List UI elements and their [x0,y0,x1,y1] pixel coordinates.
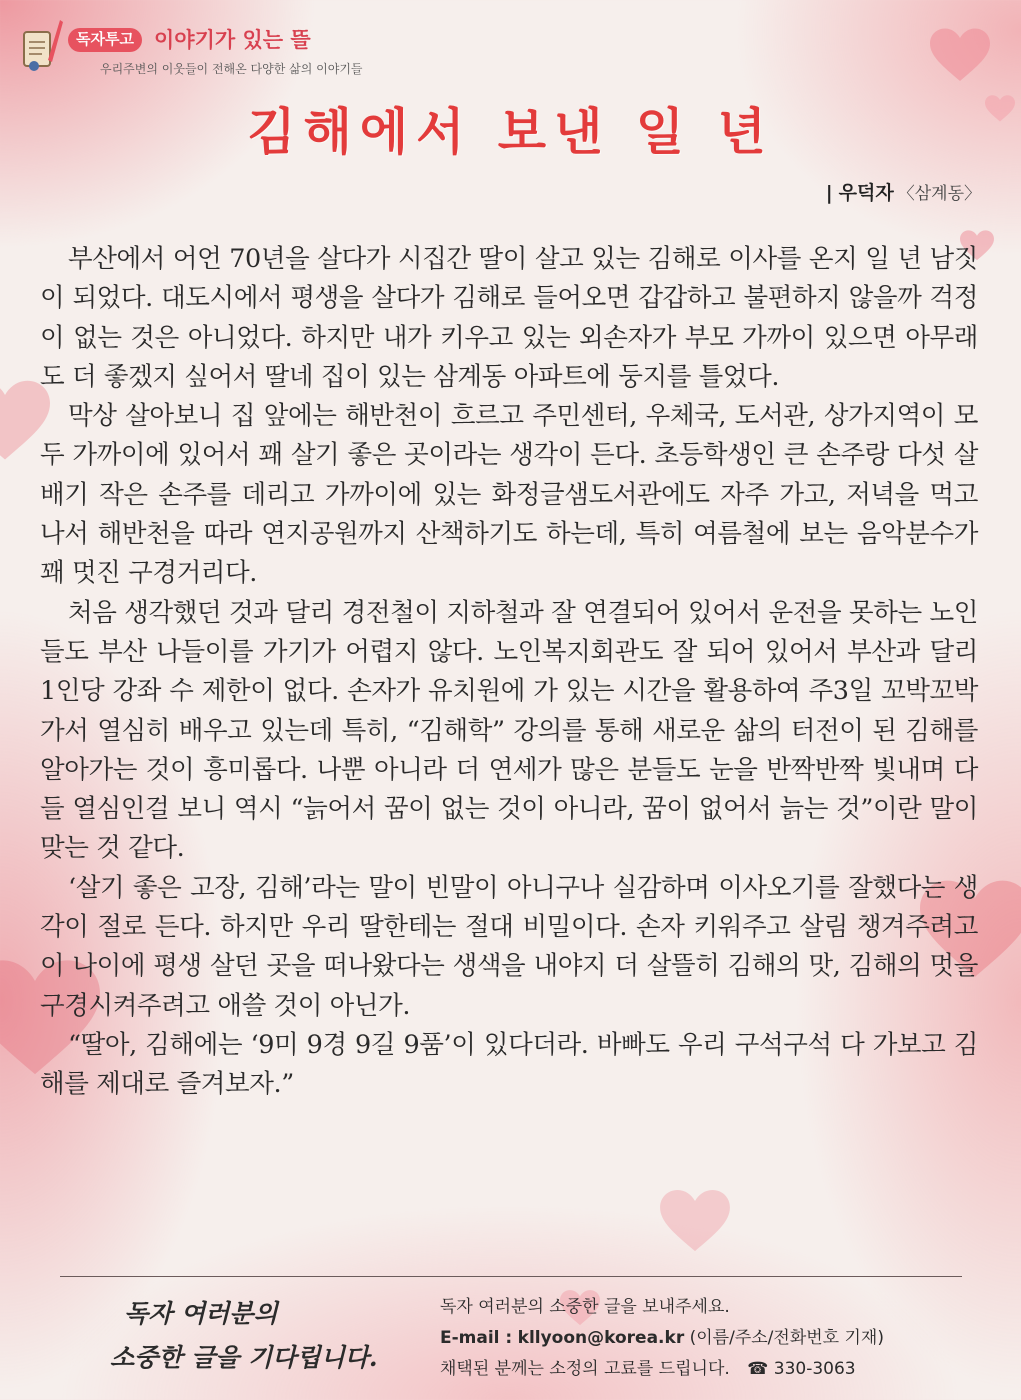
email-note: (이름/주소/전화번호 기재) [689,1328,884,1348]
article-paragraph: ‘살기 좋은 고장, 김해’라는 말이 빈말이 아니구나 실감하며 이사오기를 잘했다는 생각이 절로 든다. 하지만 우리 딸한테는 절대 비밀이다. 손자 키워주고 살림 챙겨주려고 이 나이에 평생 살던 곳을 떠나왔다는 생색을 내야지 더 살뜰히 김해의 맛, 김해의 멋을 구경시켜주려고 애쓸 것이 아닌가. [40,872,978,1021]
reward-text: 채택된 분께는 소정의 고료를 드립니다. [440,1359,730,1379]
section-badge: 독자투고 [68,28,142,52]
submission-info [440,1292,884,1385]
email-line [440,1323,884,1354]
author-location: 〈삼계동〉 [897,184,981,204]
section-name: 이야기가 있는 뜰 [154,28,311,52]
section-logo [20,14,363,84]
email-label: E-mail : [440,1328,513,1348]
article-paragraph: 부산에서 어언 70년을 살다가 시집간 딸이 살고 있는 김해로 이사를 온지 일 년 남짓이 되었다. 대도시에서 평생을 살다가 김해로 들어오면 갑갑하고 불편하지 않을까 걱정이 없는 것은 아니었다. 하지만 내가 키우고 있는 외손자가 부모 가까이 있으면 아무래도 더 좋겠지 싶어서 딸네 집이 있는 삼계동 아파트에 둥지를 틀었다. [40,244,978,392]
author-name: 우덕자 [838,182,894,204]
author-byline [826,178,981,205]
reward-line [440,1354,884,1385]
article-paragraph: “딸아, 김해에는 ‘9미 9경 9길 9품’이 있다더라. 바빠도 우리 구석구석 다 가보고 김해를 제대로 즐겨보자.” [40,1029,978,1100]
footer-divider [60,1276,962,1277]
footer-slogan [110,1292,410,1380]
article-title: 김해에서 보낸 일 년 [247,102,774,161]
submission-invite: 독자 여러분의 소중한 글을 보내주세요. [440,1297,730,1317]
section-tagline: 우리주변의 이웃들이 전해온 다양한 삶의 이야기들 [100,62,363,76]
footer-slogan-line: 소중한 글을 기다립니다. [110,1343,378,1372]
article-paragraph: 막상 살아보니 집 앞에는 해반천이 흐르고 주민센터, 우체국, 도서관, 상가지역이 모두 가까이에 있어서 꽤 살기 좋은 곳이라는 생각이 든다. 초등학생인 큰 손주랑 다섯 살배기 작은 손주를 데리고 가까이에 있는 화정글샘도서관에도 자주 가고, 저녁을 먹고 나서 해반천을 따라 연지공원까지 산책하기도 하는데, 특히 여름철에 보는 음악분수가 꽤 멋진 구경거리다. [40,401,978,589]
email-link[interactable]: kllyoon@korea.kr [517,1328,685,1348]
byline-separator: | [825,182,833,204]
article-body [40,240,978,1105]
footer-slogan-line: 독자 여러분의 [124,1299,278,1328]
quill-scroll-icon [20,16,64,72]
article-paragraph: 처음 생각했던 것과 달리 경전철이 지하철과 잘 연결되어 있어서 운전을 못하는 노인들도 부산 나들이를 가기가 어렵지 않다. 노인복지회관도 잘 되어 있어서 부산과 달리 1인당 강좌 수 제한이 없다. 손자가 유치원에 가 있는 시간을 활용하여 주3일 꼬박꼬박 가서 열심히 배우고 있는데 특히, “김해학” 강의를 통해 새로운 삶의 터전이 된 김해를 알아가는 것이 흥미롭다. 나뿐 아니라 더 연세가 많은 분들도 눈을 반짝반짝 빛내며 다들 열심인걸 보니 역시 “늙어서 꿈이 없는 것이 아니라, 꿈이 없어서 늙는 것”이란 말이 맞는 것 같다. [40,597,978,864]
decorative-heart-icon [930,28,990,84]
phone-number: ☎ 330-3063 [747,1359,856,1379]
phone-icon: ☎ [747,1359,769,1379]
decorative-heart-icon [660,1190,730,1254]
